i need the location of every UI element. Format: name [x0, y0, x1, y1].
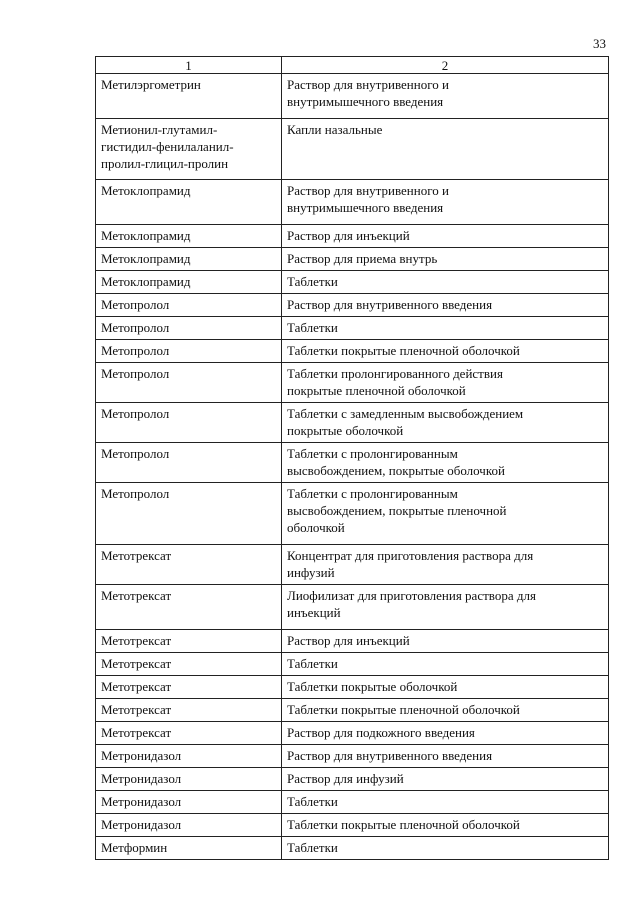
table-row — [96, 814, 609, 837]
table-row — [96, 119, 609, 180]
dosage-form-cell: Лиофилизат для приготовления раствора для инъекций — [282, 585, 609, 630]
dosage-form-cell: Раствор для внутривенного введения — [282, 745, 609, 768]
table-row — [96, 340, 609, 363]
dosage-form-cell: Таблетки с пролонгированным высвобождением, покрытые пленочной оболочкой — [282, 483, 609, 545]
drug-name-cell: Метронидазол — [96, 791, 282, 814]
dosage-form-cell: Таблетки покрытые пленочной оболочкой — [282, 814, 609, 837]
table-row — [96, 653, 609, 676]
table-row — [96, 180, 609, 225]
drug-name-cell: Метилэргометрин — [96, 74, 282, 119]
table-row — [96, 722, 609, 745]
table-row — [96, 403, 609, 443]
dosage-form-cell: Таблетки покрытые пленочной оболочкой — [282, 340, 609, 363]
table-row — [96, 443, 609, 483]
table-row — [96, 74, 609, 119]
dosage-form-cell: Таблетки пролонгированного действия покрытые пленочной оболочкой — [282, 363, 609, 403]
dosage-form-cell: Раствор для инъекций — [282, 225, 609, 248]
table-row — [96, 248, 609, 271]
table-row — [96, 294, 609, 317]
dosage-form-cell: Таблетки — [282, 791, 609, 814]
drug-name-cell: Метоклопрамид — [96, 180, 282, 225]
drug-name-cell: Метотрексат — [96, 653, 282, 676]
drug-name-cell: Метотрексат — [96, 676, 282, 699]
drug-name-cell: Метронидазол — [96, 745, 282, 768]
drug-name-cell: Метопролол — [96, 317, 282, 340]
table-header-row — [96, 57, 609, 74]
dosage-form-cell: Раствор для внутривенного введения — [282, 294, 609, 317]
drug-name-cell: Метоклопрамид — [96, 248, 282, 271]
drug-name-cell: Метопролол — [96, 340, 282, 363]
table-row — [96, 317, 609, 340]
table-row — [96, 225, 609, 248]
dosage-form-cell: Таблетки — [282, 271, 609, 294]
table-row — [96, 483, 609, 545]
table-row — [96, 768, 609, 791]
table-row — [96, 363, 609, 403]
drug-name-cell: Метопролол — [96, 443, 282, 483]
drug-name-cell: Метионил-глутамил- гистидил-фенилаланил- пролил-глицил-пролин — [96, 119, 282, 180]
header-col-2: 2 — [282, 57, 609, 74]
drug-name-cell: Метопролол — [96, 363, 282, 403]
dosage-form-cell: Таблетки — [282, 317, 609, 340]
table-row — [96, 745, 609, 768]
dosage-form-cell: Таблетки — [282, 837, 609, 860]
table-row — [96, 271, 609, 294]
table-row — [96, 699, 609, 722]
dosage-form-cell: Концентрат для приготовления раствора для инфузий — [282, 545, 609, 585]
dosage-form-cell: Таблетки покрытые оболочкой — [282, 676, 609, 699]
dosage-form-cell: Раствор для внутривенного и внутримышечного введения — [282, 74, 609, 119]
page-number: 33 — [593, 36, 606, 51]
drug-name-cell: Метотрексат — [96, 585, 282, 630]
table-row — [96, 837, 609, 860]
drug-name-cell: Метоклопрамид — [96, 271, 282, 294]
drug-name-cell: Метопролол — [96, 483, 282, 545]
table-row — [96, 630, 609, 653]
header-col-1: 1 — [96, 57, 282, 74]
dosage-form-cell: Раствор для инъекций — [282, 630, 609, 653]
drug-name-cell: Метотрексат — [96, 545, 282, 585]
drug-name-cell: Метформин — [96, 837, 282, 860]
table-row — [96, 676, 609, 699]
dosage-form-cell: Таблетки — [282, 653, 609, 676]
dosage-form-cell: Таблетки с пролонгированным высвобождением, покрытые оболочкой — [282, 443, 609, 483]
dosage-form-cell: Таблетки покрытые пленочной оболочкой — [282, 699, 609, 722]
dosage-form-cell: Раствор для подкожного введения — [282, 722, 609, 745]
dosage-form-cell: Раствор для инфузий — [282, 768, 609, 791]
table-row — [96, 545, 609, 585]
dosage-form-cell: Капли назальные — [282, 119, 609, 180]
dosage-form-cell: Таблетки с замедленным высвобождением покрытые оболочкой — [282, 403, 609, 443]
dosage-form-cell: Раствор для внутривенного и внутримышечного введения — [282, 180, 609, 225]
drug-name-cell: Метронидазол — [96, 814, 282, 837]
drug-name-cell: Метотрексат — [96, 722, 282, 745]
drug-name-cell: Метотрексат — [96, 699, 282, 722]
drug-dosage-table — [95, 56, 609, 860]
drug-name-cell: Метоклопрамид — [96, 225, 282, 248]
drug-name-cell: Метопролол — [96, 403, 282, 443]
dosage-form-cell: Раствор для приема внутрь — [282, 248, 609, 271]
drug-name-cell: Метотрексат — [96, 630, 282, 653]
table-row — [96, 585, 609, 630]
drug-name-cell: Метронидазол — [96, 768, 282, 791]
table-row — [96, 791, 609, 814]
drug-name-cell: Метопролол — [96, 294, 282, 317]
